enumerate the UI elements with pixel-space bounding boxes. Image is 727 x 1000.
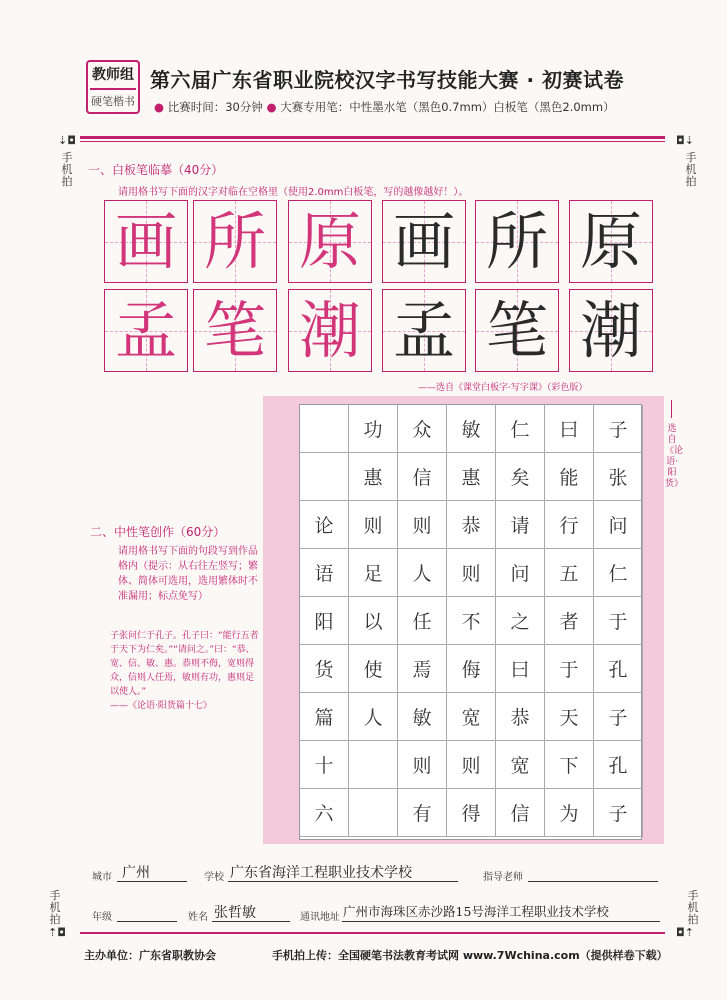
- exam-subtitle: [154, 99, 615, 115]
- grid-cell: [300, 453, 349, 501]
- grid-cell: 张: [594, 453, 643, 501]
- model-char-cell: [288, 289, 372, 372]
- grade-underline: [117, 921, 177, 922]
- footer-rule: [80, 932, 665, 934]
- grid-cell: 功: [349, 405, 398, 453]
- student-char-cell: [475, 289, 559, 372]
- bullet-icon: ●: [266, 100, 277, 114]
- grid-cell: 人: [398, 549, 447, 597]
- grid-cell: 问: [594, 501, 643, 549]
- grid-cell: 则: [349, 501, 398, 549]
- grid-cell: 下: [545, 741, 594, 789]
- grid-cell: 任: [398, 597, 447, 645]
- grid-cell: 则: [398, 741, 447, 789]
- grid-cell: 焉: [398, 645, 447, 693]
- teacher-underline: [528, 881, 658, 882]
- grid-cell: 信: [398, 453, 447, 501]
- model-char-cell: [104, 200, 188, 283]
- student-char-cell: [569, 289, 653, 372]
- page-title: 第六届广东省职业院校汉字书写技能大赛 · 初赛试卷: [150, 68, 625, 92]
- grid-cell: 宽: [447, 693, 496, 741]
- student-char-cell: [382, 289, 466, 372]
- section2-instruction: 请用格书写下面的句段写到作品格内（提示：从右往左竖写；繁体、简体可选用，选用繁体时不准漏用；标点免写）: [118, 546, 258, 602]
- grid-cell: 则: [447, 549, 496, 597]
- header-rule: [80, 136, 665, 139]
- student-char: 画: [392, 204, 455, 278]
- grid-cell: [349, 741, 398, 789]
- student-char-cell: [382, 200, 466, 283]
- grid-cell: 得: [447, 789, 496, 837]
- section1-source: ——选自《课堂白板字·写字课》（彩色版）: [418, 383, 588, 393]
- city-underline: [117, 881, 187, 882]
- model-char-cell: [193, 200, 277, 283]
- address-underline: [342, 921, 660, 922]
- grid-cell: 不: [447, 597, 496, 645]
- address-field[interactable]: 广州市海珠区赤沙路15号海洋工程职业技术学校: [343, 904, 609, 919]
- student-char: 孟: [392, 293, 455, 367]
- grade-label: 年级: [92, 912, 112, 923]
- badge-group-label: 教师组: [92, 67, 134, 83]
- model-char: 孟: [114, 293, 177, 367]
- address-label: 通讯地址: [300, 912, 340, 923]
- grid-cell: 行: [545, 501, 594, 549]
- grid-cell: 于: [545, 645, 594, 693]
- group-badge: [86, 60, 140, 114]
- grid-cell: 天: [545, 693, 594, 741]
- exam-pen: 大赛专用笔：中性墨水笔（黑色0.7mm）白板笔（黑色2.0mm）: [280, 100, 615, 114]
- section2-right-note: 选自《论语·阳货》: [665, 424, 684, 489]
- grid-cell: 能: [545, 453, 594, 501]
- footer-upload: 手机拍上传：全国硬笔书法教育考试网 www.7Wchina.com（提供样卷下载）: [272, 949, 668, 962]
- model-char: 原: [298, 204, 361, 278]
- student-char: 笔: [485, 293, 548, 367]
- grid-cell: 则: [398, 501, 447, 549]
- camera-icon: ⇡◘: [48, 926, 66, 939]
- grid-cell: 六: [300, 789, 349, 837]
- grid-cell: 惠: [349, 453, 398, 501]
- grid-cell: 请: [496, 501, 545, 549]
- left-side-label-bottom: 手机拍: [49, 889, 61, 926]
- grid-cell: 者: [545, 597, 594, 645]
- grid-cell: 货: [300, 645, 349, 693]
- grid-cell: 有: [398, 789, 447, 837]
- city-label: 城市: [92, 872, 112, 883]
- section1-heading: 一、白板笔临摹（40分）: [88, 163, 224, 177]
- grid-cell: 人: [349, 693, 398, 741]
- grid-cell: 子: [594, 789, 643, 837]
- model-char: 潮: [298, 293, 361, 367]
- writing-grid: [299, 404, 642, 840]
- school-field[interactable]: 广东省海洋工程职业技术学校: [230, 865, 412, 881]
- teacher-label: 指导老师: [483, 872, 523, 883]
- grid-cell: 敏: [398, 693, 447, 741]
- quote-source: ——《论语·阳货篇十七》: [110, 701, 212, 711]
- grid-cell: 语: [300, 549, 349, 597]
- grid-cell: 惠: [447, 453, 496, 501]
- footer-organizer: 主办单位：广东省职教协会: [84, 949, 216, 962]
- grid-cell: 信: [496, 789, 545, 837]
- header-rule-thin: [80, 141, 665, 142]
- grid-cell: 篇: [300, 693, 349, 741]
- model-char-cell: [193, 289, 277, 372]
- student-char: 潮: [579, 293, 642, 367]
- section2-heading: 二、中性笔创作（60分）: [90, 525, 226, 539]
- student-char-cell: [475, 200, 559, 283]
- student-char-cell: [569, 200, 653, 283]
- grid-cell: 使: [349, 645, 398, 693]
- school-underline: [228, 881, 458, 882]
- grid-cell: 论: [300, 501, 349, 549]
- grid-cell: 阳: [300, 597, 349, 645]
- right-note-rule: [671, 400, 672, 418]
- grid-cell: 众: [398, 405, 447, 453]
- grid-cell: 仁: [594, 549, 643, 597]
- grid-cell: [349, 789, 398, 837]
- bullet-icon: ●: [154, 100, 165, 114]
- name-underline: [212, 921, 290, 922]
- grid-cell: 则: [447, 741, 496, 789]
- grid-cell: 恭: [447, 501, 496, 549]
- grid-cell: 曰: [545, 405, 594, 453]
- camera-icon: ◘⇡: [676, 926, 694, 939]
- grid-cell: 为: [545, 789, 594, 837]
- city-field[interactable]: 广州: [122, 865, 150, 881]
- right-side-label-top: 手机拍: [685, 151, 697, 188]
- grid-cell: 敏: [447, 405, 496, 453]
- quote-text: 子张问仁于孔子。孔子曰：“能行五者于天下为仁矣。”“请问之。”曰：“恭、宽、信、敏、惠。恭则不侮，宽则得众，信则人任焉，敏则有功，惠则足以使人。”: [110, 631, 259, 697]
- student-char: 所: [485, 204, 548, 278]
- camera-icon: ◘⇣: [676, 134, 694, 147]
- grid-cell: 子: [594, 405, 643, 453]
- grid-cell: 曰: [496, 645, 545, 693]
- exam-time: 比赛时间：30分钟: [167, 100, 263, 114]
- grid-cell: 足: [349, 549, 398, 597]
- grid-cell: [300, 405, 349, 453]
- model-char-cell: [288, 200, 372, 283]
- badge-style-label: 硬笔楷书: [91, 95, 135, 108]
- grid-cell: 侮: [447, 645, 496, 693]
- left-side-label-top: 手机拍: [61, 151, 73, 188]
- badge-divider: [90, 88, 136, 90]
- section1-instruction: 请用格书写下面的汉字对临在空格里（使用2.0mm白板笔，写的越像越好！）。: [118, 187, 469, 198]
- grid-cell: 于: [594, 597, 643, 645]
- grid-cell: 仁: [496, 405, 545, 453]
- grid-cell: 十: [300, 741, 349, 789]
- name-field[interactable]: 张哲敏: [214, 905, 256, 921]
- right-side-label-bottom: 手机拍: [687, 889, 699, 926]
- grid-cell: 孔: [594, 645, 643, 693]
- camera-icon: ⇣◘: [58, 134, 76, 147]
- grid-cell: 矣: [496, 453, 545, 501]
- section2-quote: [110, 629, 260, 713]
- model-char-cell: [104, 289, 188, 372]
- school-label: 学校: [204, 872, 224, 883]
- model-char: 笔: [203, 293, 266, 367]
- grid-cell: 恭: [496, 693, 545, 741]
- model-char: 画: [114, 204, 177, 278]
- grid-cell: 问: [496, 549, 545, 597]
- grid-cell: 以: [349, 597, 398, 645]
- grid-cell: 宽: [496, 741, 545, 789]
- grid-cell: 孔: [594, 741, 643, 789]
- grid-cell: 子: [594, 693, 643, 741]
- name-label: 姓名: [188, 912, 208, 923]
- student-char: 原: [579, 204, 642, 278]
- grid-cell: 之: [496, 597, 545, 645]
- grid-cell: 五: [545, 549, 594, 597]
- model-char: 所: [203, 204, 266, 278]
